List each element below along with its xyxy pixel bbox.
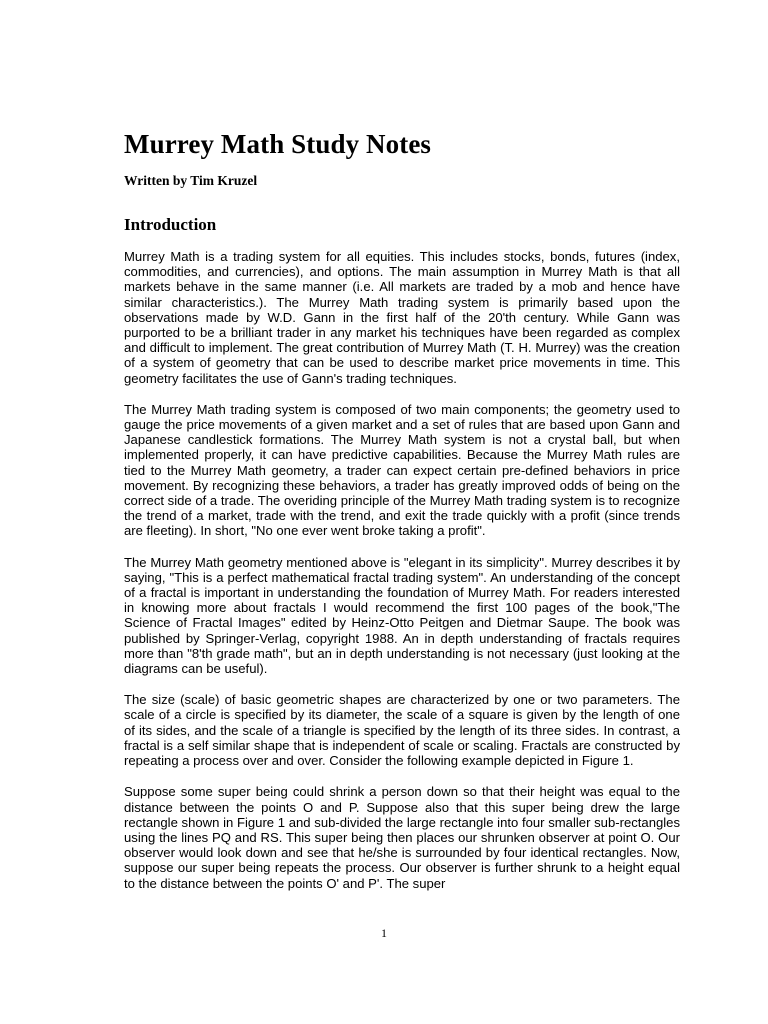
- paragraph-3: The Murrey Math geometry mentioned above is "elegant in its simplicity". Murrey describes it by saying, "This is a perfect mathematical fractal trading system". An understanding of the concept of a fractal is important in understanding the foundation of Murrey Math. For readers interested in knowing more about fractals I would recommend the first 100 pages of the book,"The Science of Fractal Images" edited by Heinz-Otto Peitgen and Dietmar Saupe. The book was published by Springer-Verlag, copyright 1988. An in depth understanding of fractals requires more than "8'th grade math", but an in depth understanding is not necessary (just looking at the diagrams can be useful).: [124, 554, 680, 677]
- page-content: [124, 127, 680, 907]
- body-text: [124, 249, 680, 891]
- paragraph-2: The Murrey Math trading system is composed of two main components; the geometry used to gauge the price movements of a given market and a set of rules that are based upon Gann and Japanese candlestick formations. The Murrey Math system is not a crystal ball, but when implemented properly, it can have predictive capabilities. Because the Murrey Math rules are tied to the Murrey Math geometry, a trader can expect certain pre-defined behaviors in price movement. By recognizing these behaviors, a trader has greatly improved odds of being on the correct side of a trade. The overiding principle of the Murrey Math trading system is to recognize the trend of a market, trade with the trend, and exit the trade quickly with a profit (since trends are fleeting). In short, "No one ever went broke taking a profit".: [124, 401, 680, 539]
- page-number: 1: [381, 926, 387, 940]
- author-byline: Written by Tim Kruzel: [124, 173, 258, 188]
- paragraph-1: Murrey Math is a trading system for all equities. This includes stocks, bonds, futures (index, commodities, and currencies), and options. The main assumption in Murrey Math is that all markets behave in the same manner (i.e. All markets are traded by a mob and hence have similar characteristics.). The Murrey Math trading system is primarily based upon the observations made by W.D. Gann in the first half of the 20'th century. While Gann was purported to be a brilliant trader in any market his techniques have been regarded as complex and difficult to implement. The great contribution of Murrey Math (T. H. Murrey) was the creation of a system of geometry that can be used to describe market price movements in time. This geometry facilitates the use of Gann's trading techniques.: [124, 249, 680, 386]
- section-heading-introduction: Introduction: [124, 215, 217, 234]
- paragraph-4: The size (scale) of basic geometric shapes are characterized by one or two parameters. The scale of a circle is specified by its diameter, the scale of a square is given by the length of one of its sides, and the scale of a triangle is specified by the length of its three sides. In contrast, a fractal is a self similar shape that is independent of scale or scaling. Fractals are constructed by repeating a process over and over. Consider the following example depicted in Figure 1.: [124, 692, 680, 769]
- paragraph-5: Suppose some super being could shrink a person down so that their height was equal to the distance between the points O and P. Suppose also that this super being drew the large rectangle shown in Figure 1 and sub-divided the large rectangle into four smaller sub-rectangles using the lines PQ and RS. This super being then places our shrunken observer at point O. Our observer would look down and see that he/she is surrounded by four identical rectangles. Now, suppose our super being repeats the process. Our observer is further shrunk to a height equal to the distance between the points O' and P'. The super: [124, 784, 680, 891]
- page-title: Murrey Math Study Notes: [124, 129, 432, 159]
